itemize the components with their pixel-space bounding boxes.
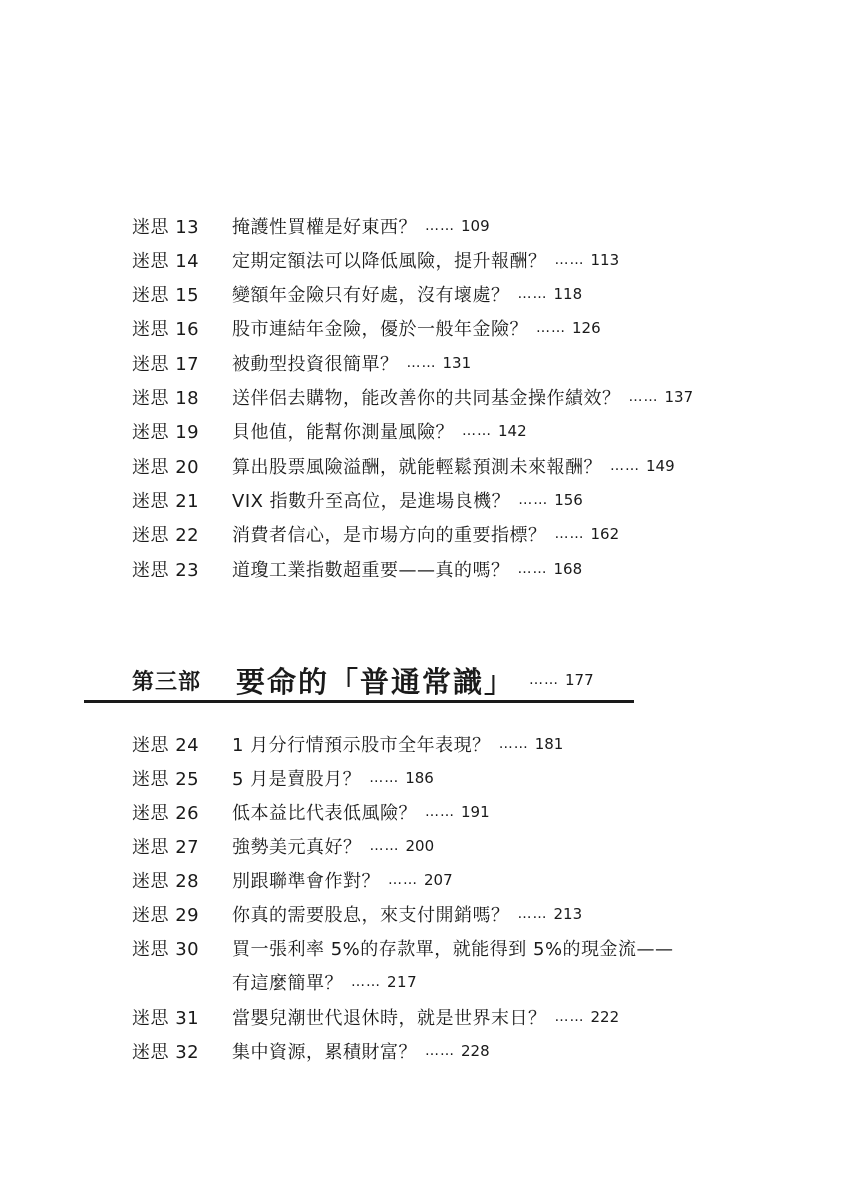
myth-number: 迷思 22: [132, 525, 200, 546]
page-number: 191: [461, 803, 490, 821]
page-number: 213: [553, 905, 583, 923]
myth-title: 定期定額法可以降低風險，提升報酬？: [232, 251, 547, 272]
part-title: 要命的「普通常識」: [236, 664, 516, 699]
leader-dots: ……: [610, 458, 640, 474]
leader-dots: ……: [369, 770, 400, 786]
myth-title: 買一張利率 5%的存款單，就能得到 5%的現金流——: [232, 939, 674, 960]
toc-entry: [132, 931, 674, 965]
myth-number: 迷思 28: [132, 871, 200, 892]
myth-title: 5 月是賣股月？: [232, 769, 362, 790]
myth-title: 算出股票風險溢酬，就能輕鬆預測未來報酬？: [232, 457, 602, 478]
myth-title: 股市連結年金險，優於一般年金險？: [232, 319, 528, 340]
toc-entry: [132, 1000, 619, 1034]
toc-entry: [132, 795, 490, 829]
leader-dots: ……: [351, 974, 381, 990]
toc-entry: [132, 311, 601, 345]
leader-dots: ……: [498, 736, 529, 752]
page-number: 118: [553, 285, 583, 303]
leader-dots: ……: [425, 218, 455, 234]
myth-number: 迷思 18: [132, 388, 200, 409]
page-number: 186: [405, 769, 434, 787]
myth-number: 迷思 31: [132, 1008, 200, 1029]
toc-entry: [132, 277, 582, 311]
myth-title: VIX 指數升至高位，是進場良機？: [232, 491, 511, 512]
leader-dots: ……: [554, 252, 585, 268]
myth-number: 迷思 20: [132, 457, 200, 478]
myth-title: 集中資源，累積財富？: [232, 1042, 417, 1063]
myth-title: 變額年金險只有好處，沒有壞處？: [232, 285, 510, 306]
myth-number: 迷思 23: [132, 560, 200, 581]
toc-entry: [132, 761, 434, 795]
part-heading: [132, 656, 594, 704]
toc-entry: [132, 380, 693, 414]
myth-number: 迷思 24: [132, 735, 200, 756]
myth-title: 低本益比代表低風險？: [232, 803, 417, 824]
myth-title: 送伴侶去購物，能改善你的共同基金操作績效？: [232, 388, 621, 409]
toc-entry: [132, 209, 490, 243]
leader-dots: ……: [518, 492, 549, 508]
myth-number: 迷思 17: [132, 354, 200, 375]
myth-title: 強勢美元真好？: [232, 837, 362, 858]
page-number: 222: [590, 1008, 620, 1026]
myth-title: 1 月分行情預示股市全年表現？: [232, 735, 491, 756]
page-number: 131: [442, 354, 472, 372]
myth-title: 別跟聯準會作對？: [232, 871, 380, 892]
myth-title: 消費者信心，是市場方向的重要指標？: [232, 525, 547, 546]
myth-title: 道瓊工業指數超重要——真的嗎？: [232, 560, 510, 581]
toc-entry: [132, 243, 619, 277]
page-number: 217: [387, 973, 418, 991]
toc-entry: [132, 517, 619, 551]
myth-number: 迷思 16: [132, 319, 200, 340]
toc-entry: [132, 552, 582, 586]
myth-number: 迷思 29: [132, 905, 200, 926]
toc-entry: [132, 1034, 490, 1068]
page-number: 162: [590, 525, 620, 543]
part-label: 第三部: [132, 668, 202, 695]
page-number: 177: [565, 671, 594, 689]
page-number: 142: [498, 422, 527, 440]
page-number: 109: [461, 217, 490, 235]
toc-entry: [132, 449, 675, 483]
leader-dots: ……: [462, 423, 492, 439]
myth-title: 被動型投資很簡單？: [232, 354, 399, 375]
leader-dots: ……: [529, 672, 560, 688]
myth-number: 迷思 13: [132, 217, 200, 238]
page-number: 137: [664, 388, 694, 406]
leader-dots: ……: [369, 838, 400, 854]
toc-entry: [132, 346, 471, 380]
page-number: 200: [405, 837, 435, 855]
leader-dots: ……: [554, 526, 585, 542]
page-number: 149: [646, 457, 675, 475]
myth-number: 迷思 14: [132, 251, 200, 272]
leader-dots: ……: [388, 872, 418, 888]
page-number: 168: [553, 560, 583, 578]
toc-entry: [132, 483, 583, 517]
toc-entry: [132, 829, 434, 863]
page-number: 113: [590, 251, 620, 269]
myth-number: 迷思 19: [132, 422, 200, 443]
page-number: 228: [461, 1042, 490, 1060]
toc-entry: [132, 863, 453, 897]
myth-number: 迷思 21: [132, 491, 200, 512]
myth-number: 迷思 30: [132, 939, 200, 960]
myth-number: 迷思 15: [132, 285, 200, 306]
myth-number: 迷思 26: [132, 803, 200, 824]
myth-title-continued: 有這麼簡單？: [232, 973, 343, 994]
myth-number: 迷思 25: [132, 769, 200, 790]
myth-title: 當嬰兒潮世代退休時，就是世界末日？: [232, 1008, 547, 1029]
leader-dots: ……: [517, 286, 548, 302]
page-number: 126: [572, 319, 601, 337]
myth-number: 迷思 27: [132, 837, 200, 858]
leader-dots: ……: [536, 320, 566, 336]
page-number: 181: [534, 735, 564, 753]
heading-rule: [84, 700, 634, 703]
leader-dots: ……: [425, 1043, 455, 1059]
leader-dots: ……: [554, 1009, 585, 1025]
page-number: 207: [424, 871, 453, 889]
page-number: 156: [554, 491, 583, 509]
leader-dots: ……: [517, 906, 548, 922]
toc-entry: [132, 897, 582, 931]
toc-entry: [132, 414, 527, 448]
leader-dots: ……: [628, 389, 659, 405]
leader-dots: ……: [517, 561, 548, 577]
leader-dots: ……: [425, 804, 455, 820]
leader-dots: ……: [406, 355, 437, 371]
myth-title: 貝他值，能幫你測量風險？: [232, 422, 454, 443]
toc-entry: [132, 727, 563, 761]
myth-number: 迷思 32: [132, 1042, 200, 1063]
toc-entry-continuation: [232, 965, 417, 999]
myth-title: 掩護性買權是好東西？: [232, 217, 417, 238]
myth-title: 你真的需要股息，來支付開銷嗎？: [232, 905, 510, 926]
